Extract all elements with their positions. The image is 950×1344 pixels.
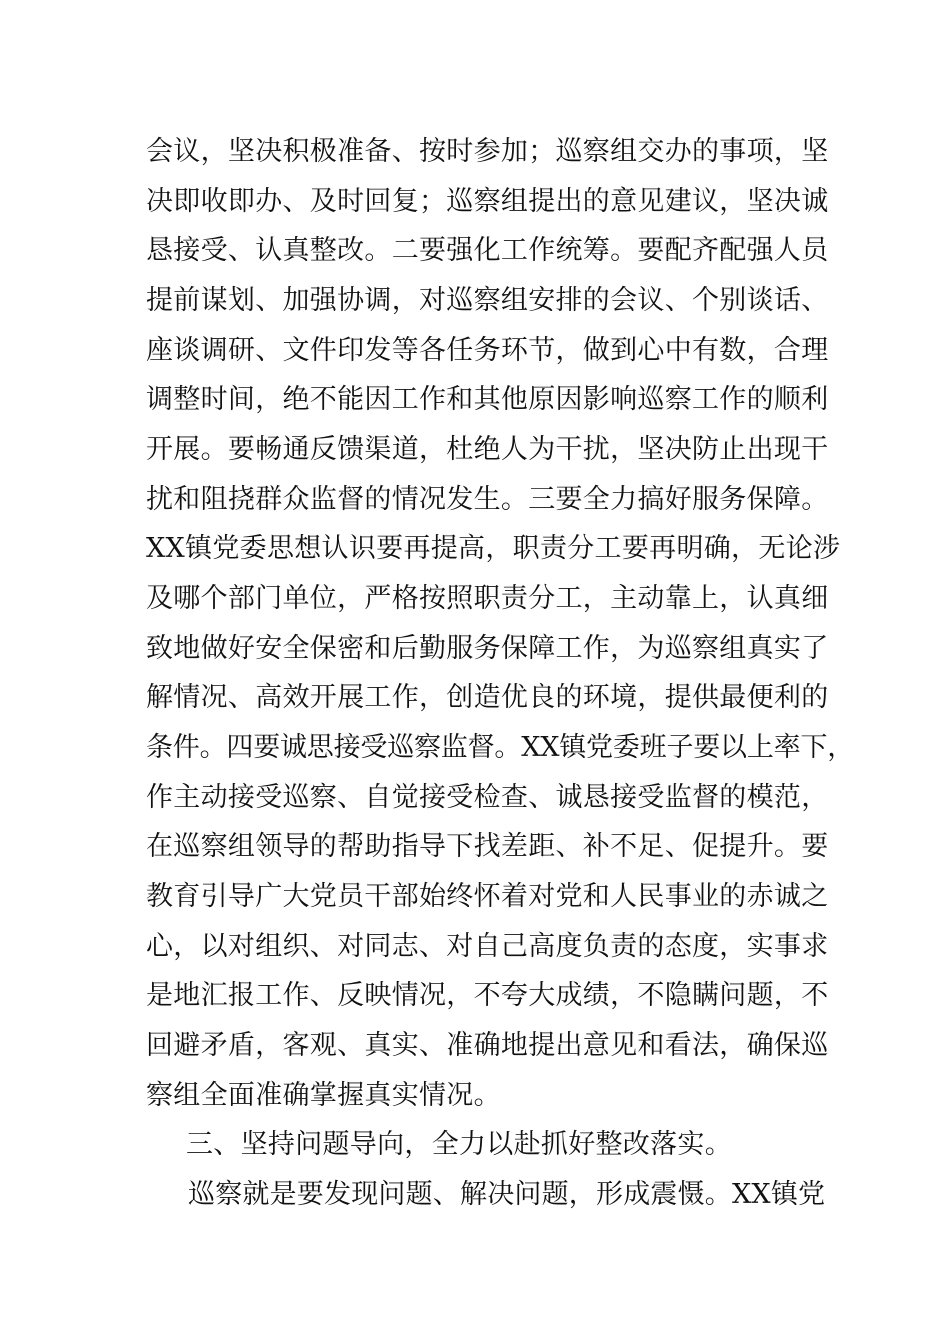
section-heading: 三、坚持问题导向，全力以赴抓好整改落实。	[186, 1129, 732, 1160]
body-text-line: 开展。要畅通反馈渠道，杜绝人为干扰，坚决防止出现干	[146, 434, 829, 465]
body-text-line: 条件。四要诚思接受巡察监督。XX镇党委班子要以上率下，	[146, 732, 855, 763]
body-text-line: 教育引导广大党员干部始终怀着对党和人民事业的赤诚之	[146, 881, 829, 912]
body-text-line: 恳接受、认真整改。二要强化工作统筹。要配齐配强人员	[146, 235, 829, 266]
body-text-line: 会议，坚决积极准备、按时参加；巡察组交办的事项，坚	[146, 136, 829, 167]
body-text-line: 巡察就是要发现问题、解决问题，形成震慑。XX镇党	[188, 1179, 826, 1210]
body-text-line: 决即收即办、及时回复；巡察组提出的意见建议，坚决诚	[146, 186, 829, 217]
body-text-line: 致地做好安全保密和后勤服务保障工作，为巡察组真实了	[146, 633, 829, 664]
body-text-line: 作主动接受巡察、自觉接受检查、诚恳接受监督的模范，	[146, 782, 829, 813]
body-text-line: 及哪个部门单位，严格按照职责分工，主动靠上，认真细	[146, 583, 829, 614]
body-text-line: XX镇党委思想认识要再提高，职责分工要再明确，无论涉	[146, 533, 841, 564]
body-text-line: 察组全面准确掌握真实情况。	[146, 1080, 501, 1111]
body-text-line: 回避矛盾，客观、真实、准确地提出意见和看法，确保巡	[146, 1030, 829, 1061]
body-text-line: 是地汇报工作、反映情况，不夸大成绩，不隐瞒问题，不	[146, 980, 829, 1011]
body-text-line: 解情况、高效开展工作，创造优良的环境，提供最便利的	[146, 682, 829, 713]
body-text-line: 心，以对组织、对同志、对自己高度负责的态度，实事求	[146, 931, 829, 962]
body-text-line: 调整时间，绝不能因工作和其他原因影响巡察工作的顺利	[146, 384, 829, 415]
body-text-line: 提前谋划、加强协调，对巡察组安排的会议、个别谈话、	[146, 285, 829, 316]
body-text-line: 扰和阻挠群众监督的情况发生。三要全力搞好服务保障。	[146, 484, 829, 515]
body-text-line: 在巡察组领导的帮助指导下找差距、补不足、促提升。要	[146, 831, 829, 862]
body-text-line: 座谈调研、文件印发等各任务环节，做到心中有数，合理	[146, 335, 829, 366]
